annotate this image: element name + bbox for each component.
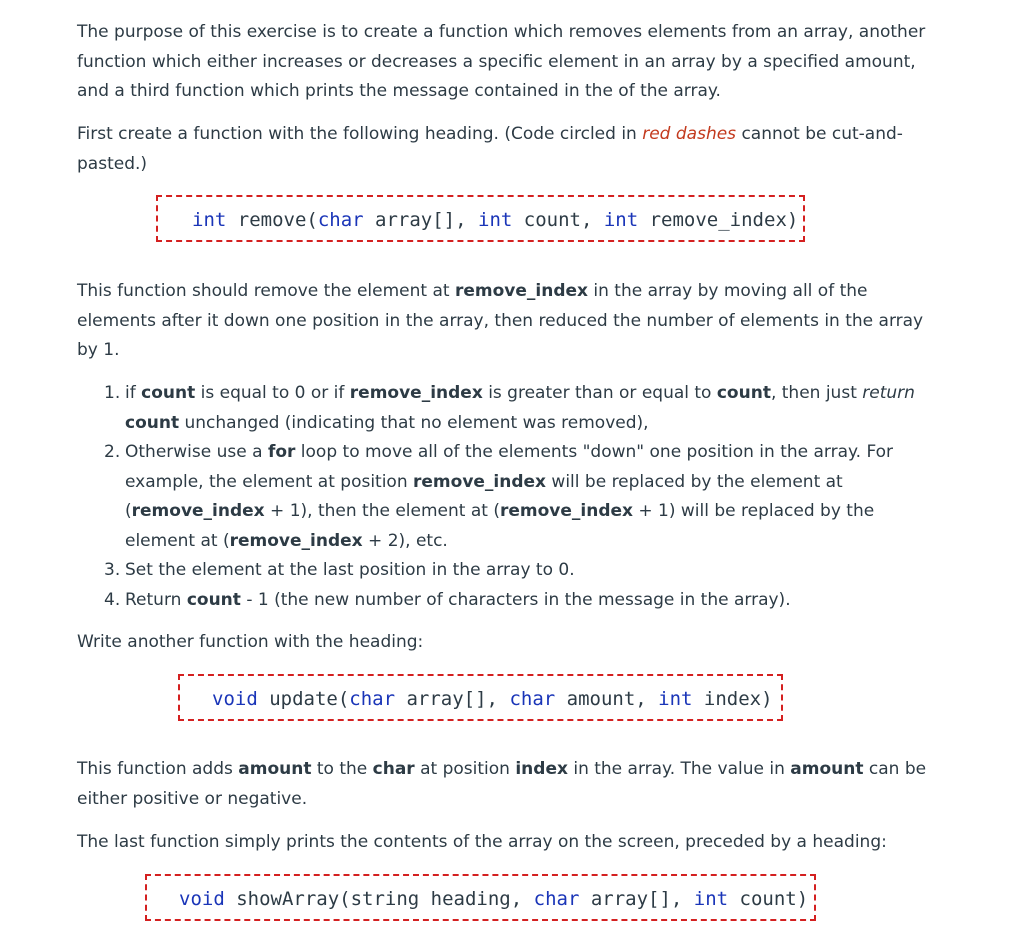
first-create-text-2: cannot be cut-and-pasted.): [77, 124, 903, 174]
update-description: This function adds amount to the char at position index in the array. The value in amount can be either positive or negative.: [77, 759, 927, 809]
intro-paragraph: The purpose of this exercise is to create a function which removes elements from an array, another function which either increases or decreases a specific element in an array by a specified amount, and a third function which prints the message contained in the of the array.: [77, 22, 926, 101]
code-show-heading: void showArray(string heading, char array[], int count): [145, 874, 816, 921]
remove-description: This function should remove the element at remove_index in the array by moving all of the elements after it down one position in the array, then reduced the number of elements in the array by 1.: [77, 281, 924, 360]
list-item: 4. Return count - 1 (the new number of characters in the message in the array).: [104, 589, 791, 610]
last-function-paragraph: The last function simply prints the contents of the array on the screen, preceded by a heading:: [77, 832, 887, 852]
list-item: 2. Otherwise use a for loop to move all of the elements "down" one position in the array. For example, the element at position remove_index will be replaced by the element at (remove_index + 1), then the element at (remove_index + 1) will be replaced by the element at (remove_index + 2), etc.: [104, 442, 894, 551]
list-item: 3. Set the element at the last position in the array to 0.: [104, 560, 575, 580]
list-item: 1. if count is equal to 0 or if remove_index is greater than or equal to count, then just return count unchanged (indicating that no element was removed),: [104, 383, 915, 433]
remove-steps-list: [77, 379, 937, 615]
write-another-paragraph: Write another function with the heading:: [77, 632, 424, 652]
first-create-text-1: First create a function with the following heading. (Code circled in: [77, 124, 643, 144]
code-update-heading: void update(char array[], char amount, int index): [178, 674, 783, 721]
red-dashes-text: red dashes: [642, 124, 737, 144]
code-remove-heading: int remove(char array[], int count, int remove_index): [156, 195, 805, 242]
first-create-paragraph: [77, 120, 937, 179]
